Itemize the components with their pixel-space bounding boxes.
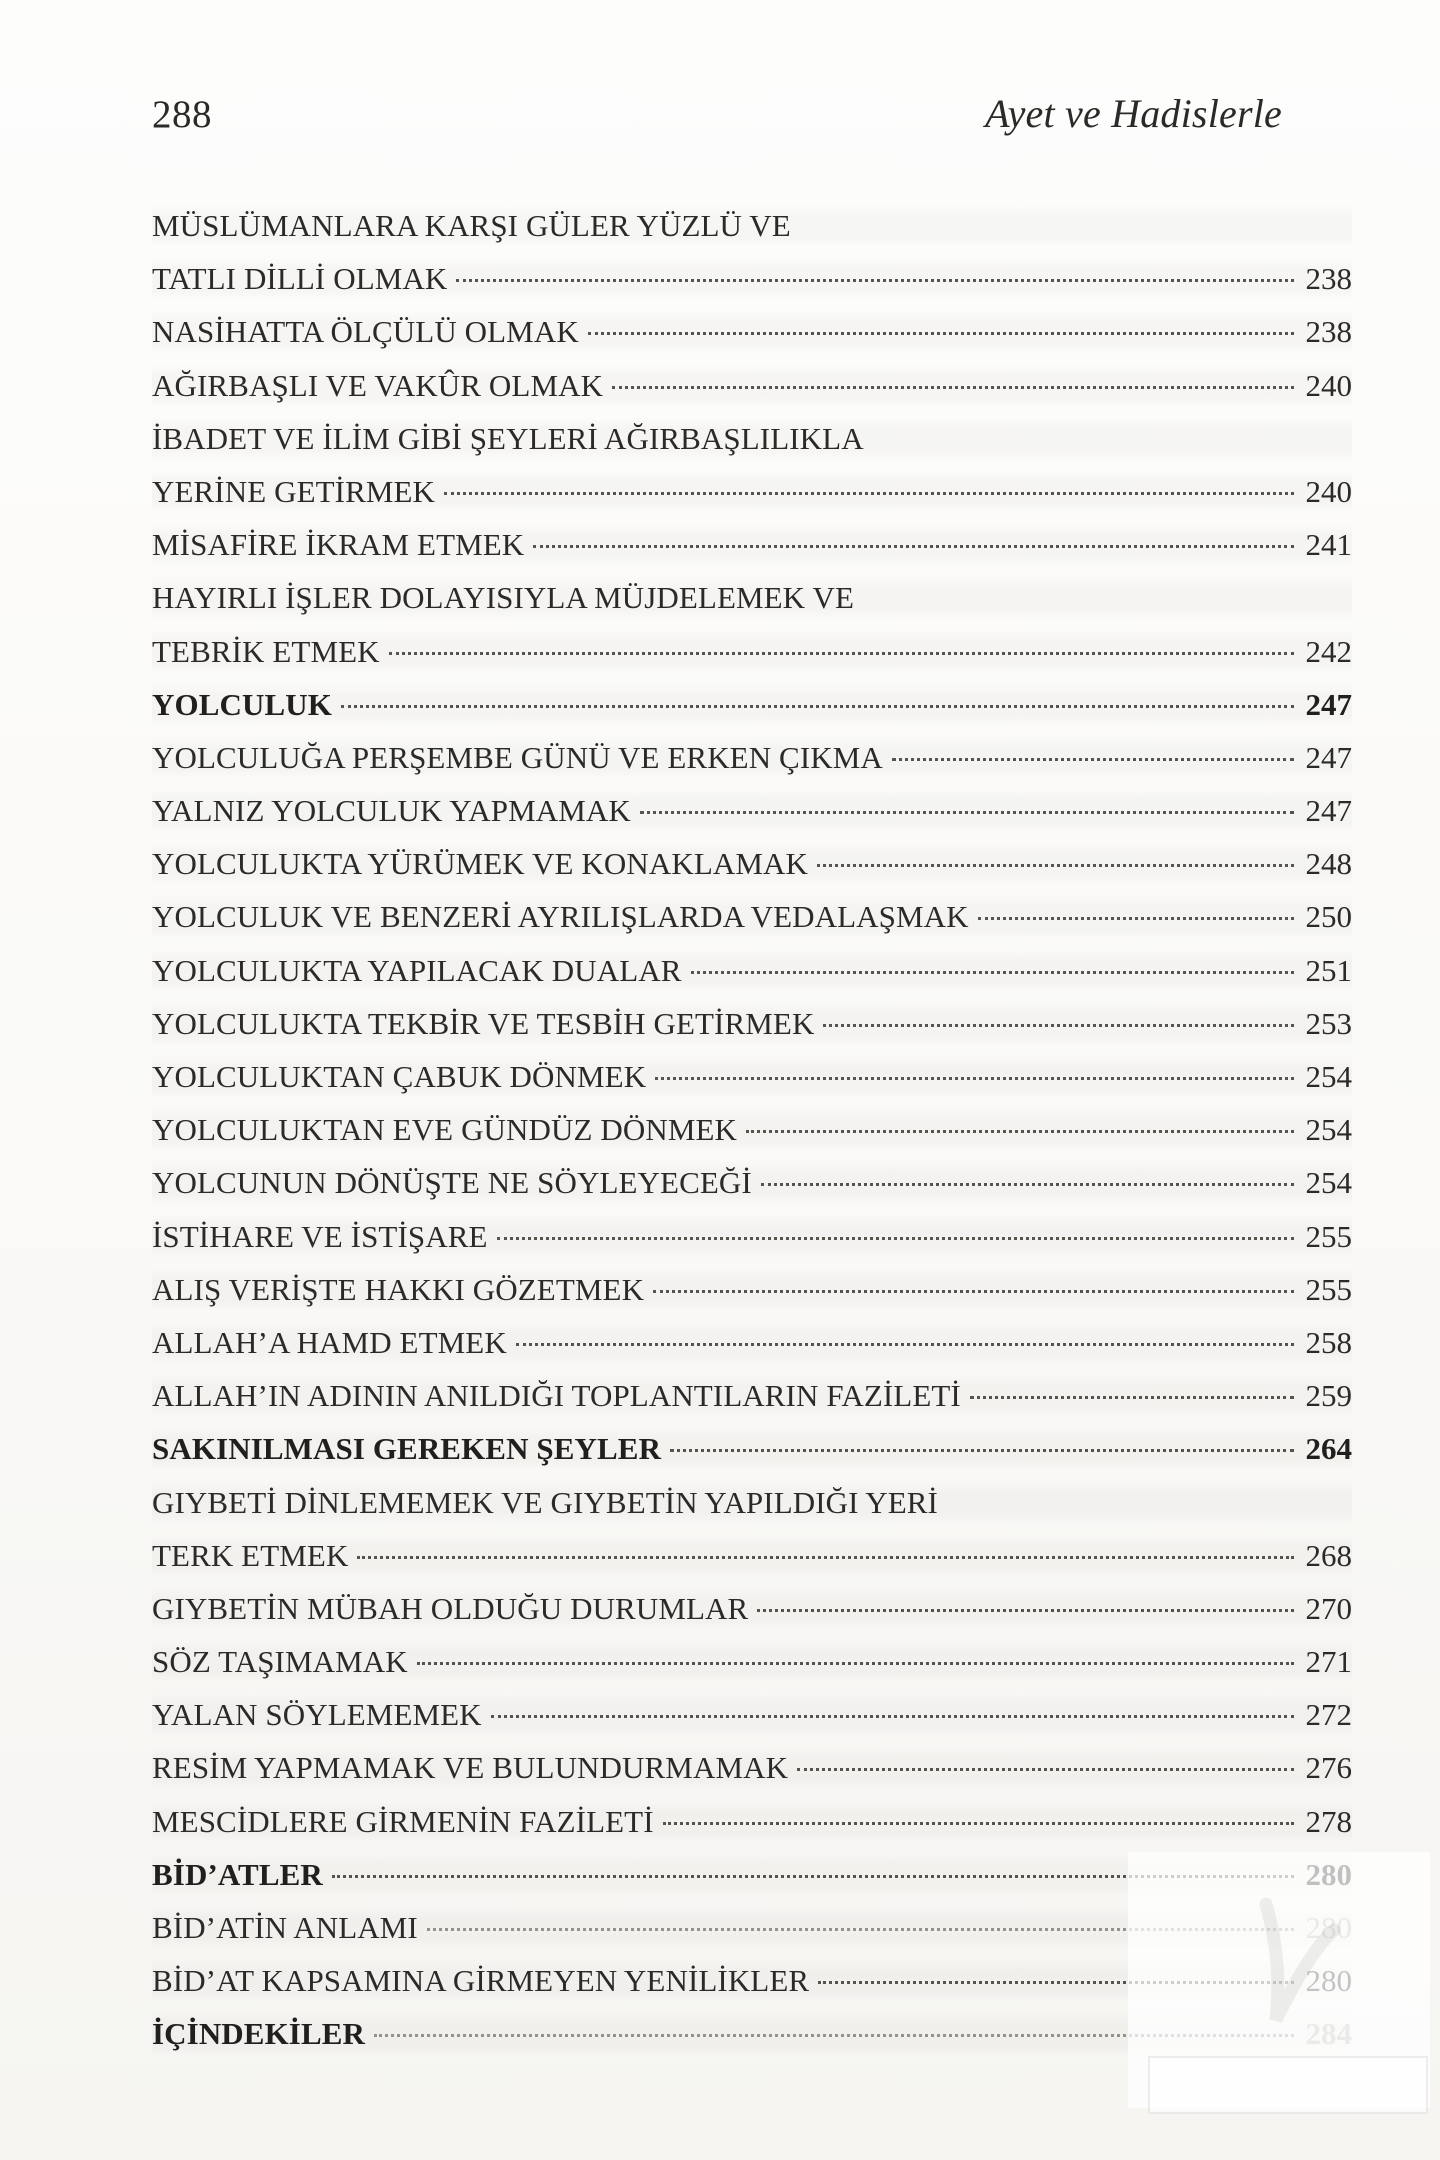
toc-leader-dots bbox=[612, 386, 1293, 389]
toc-entry-title: BİD’AT KAPSAMINA GİRMEYEN YENİLİKLER bbox=[152, 1963, 810, 1999]
toc-entry-title: YOLCULUKTAN EVE GÜNDÜZ DÖNMEK bbox=[152, 1112, 738, 1148]
toc-leader-dots bbox=[444, 492, 1293, 495]
toc-leader-dots bbox=[491, 1715, 1294, 1718]
toc-leader-dots bbox=[746, 1130, 1293, 1133]
folio-page-number: 288 bbox=[152, 93, 212, 136]
toc-leader-dots bbox=[417, 1662, 1294, 1665]
toc-entry-title: RESİM YAPMAMAK VE BULUNDURMAMAK bbox=[152, 1750, 789, 1786]
toc-leader-dots bbox=[357, 1556, 1293, 1559]
toc-row bbox=[152, 571, 1352, 624]
toc-page-number: 238 bbox=[1305, 261, 1352, 297]
toc-entry-title: YOLCULUKTA YAPILACAK DUALAR bbox=[152, 952, 682, 988]
toc-row bbox=[152, 678, 1352, 731]
toc-entry-title: ALLAH’A HAMD ETMEK bbox=[152, 1324, 507, 1360]
toc-page-number: 255 bbox=[1305, 1218, 1352, 1254]
toc-page-number: 272 bbox=[1305, 1697, 1352, 1733]
toc-page-number: 254 bbox=[1305, 1112, 1352, 1148]
toc-leader-dots bbox=[655, 1077, 1293, 1080]
toc-page-number: 247 bbox=[1305, 793, 1352, 829]
running-title: Ayet ve Hadislerle bbox=[985, 91, 1282, 136]
toc-leader-dots bbox=[497, 1237, 1294, 1240]
toc-entry-title: GIYBETİN MÜBAH OLDUĞU DURUMLAR bbox=[152, 1590, 749, 1626]
toc-row bbox=[152, 1156, 1352, 1209]
toc-leader-dots bbox=[663, 1822, 1294, 1825]
toc-page-number: 278 bbox=[1305, 1803, 1352, 1839]
toc-entry-title: AĞIRBAŞLI VE VAKÛR OLMAK bbox=[152, 367, 604, 403]
toc-page-number: 259 bbox=[1305, 1378, 1352, 1414]
toc-entry-title: ALIŞ VERİŞTE HAKKI GÖZETMEK bbox=[152, 1271, 645, 1307]
toc-leader-dots bbox=[640, 811, 1294, 814]
toc-page-number: 264 bbox=[1305, 1431, 1352, 1467]
toc-row bbox=[152, 199, 1352, 252]
watermark-swoosh-icon bbox=[1128, 1852, 1430, 2108]
toc-leader-dots bbox=[691, 971, 1294, 974]
toc-leader-dots bbox=[588, 332, 1294, 335]
toc-page-number: 240 bbox=[1305, 367, 1352, 403]
toc-row bbox=[152, 784, 1352, 837]
toc-page-number: 270 bbox=[1305, 1590, 1352, 1626]
toc-leader-dots bbox=[761, 1183, 1294, 1186]
toc-page-number: 268 bbox=[1305, 1537, 1352, 1573]
toc-entry-title: SÖZ TAŞIMAMAK bbox=[152, 1644, 408, 1680]
toc-page-number: 254 bbox=[1305, 1165, 1352, 1201]
toc-row bbox=[152, 890, 1352, 943]
toc-row bbox=[152, 305, 1352, 358]
toc-row bbox=[152, 1582, 1352, 1635]
toc-row bbox=[152, 944, 1352, 997]
toc-page-number: 251 bbox=[1305, 952, 1352, 988]
toc-row bbox=[152, 1688, 1352, 1741]
toc-leader-dots bbox=[823, 1024, 1293, 1027]
toc-row bbox=[152, 1476, 1352, 1529]
toc-page-number: 271 bbox=[1305, 1644, 1352, 1680]
toc-row bbox=[152, 731, 1352, 784]
toc-row bbox=[152, 1103, 1352, 1156]
toc-page-number: 247 bbox=[1305, 739, 1352, 775]
toc-entry-title: GIYBETİ DİNLEMEMEK VE GIYBETİN YAPILDIĞI YERİ bbox=[152, 1484, 938, 1520]
toc-row bbox=[152, 997, 1352, 1050]
toc-page-number: 250 bbox=[1305, 899, 1352, 935]
toc-leader-dots bbox=[341, 705, 1294, 708]
toc-entry-title: BİD’ATLER bbox=[152, 1856, 323, 1892]
toc-entry-title: YOLCULUKTA YÜRÜMEK VE KONAKLAMAK bbox=[152, 846, 809, 882]
toc-row bbox=[152, 359, 1352, 412]
toc-entry-title: YOLCUNUN DÖNÜŞTE NE SÖYLEYECEĞİ bbox=[152, 1165, 752, 1201]
toc-row bbox=[152, 837, 1352, 890]
toc-list bbox=[152, 199, 1352, 2061]
toc-entry-title: YALNIZ YOLCULUK YAPMAMAK bbox=[152, 793, 631, 829]
toc-page-number: 238 bbox=[1305, 314, 1352, 350]
toc-leader-dots bbox=[389, 652, 1294, 655]
toc-page-number: 248 bbox=[1305, 846, 1352, 882]
toc-row bbox=[152, 1635, 1352, 1688]
toc-entry-title: MİSAFİRE İKRAM ETMEK bbox=[152, 527, 525, 563]
toc-row bbox=[152, 1422, 1352, 1475]
toc-leader-dots bbox=[970, 1396, 1294, 1399]
toc-page-number: 276 bbox=[1305, 1750, 1352, 1786]
toc-page-number: 255 bbox=[1305, 1271, 1352, 1307]
toc-row bbox=[152, 1050, 1352, 1103]
toc-entry-title: MÜSLÜMANLARA KARŞI GÜLER YÜZLÜ VE bbox=[152, 208, 791, 243]
toc-leader-dots bbox=[516, 1343, 1294, 1346]
toc-page-number: 258 bbox=[1305, 1324, 1352, 1360]
toc-page-number: 247 bbox=[1305, 686, 1352, 722]
toc-page-number: 241 bbox=[1305, 527, 1352, 563]
toc-entry-title: TATLI DİLLİ OLMAK bbox=[152, 261, 448, 297]
toc-leader-dots bbox=[533, 545, 1293, 548]
toc-entry-title: MESCİDLERE GİRMENİN FAZİLETİ bbox=[152, 1803, 654, 1839]
toc-entry-title: YERİNE GETİRMEK bbox=[152, 473, 436, 509]
toc-leader-dots bbox=[653, 1290, 1293, 1293]
toc-page-number: 242 bbox=[1305, 633, 1352, 669]
toc-row bbox=[152, 518, 1352, 571]
toc-row bbox=[152, 1795, 1352, 1848]
toc-leader-dots bbox=[757, 1609, 1293, 1612]
toc-page-number: 254 bbox=[1305, 1059, 1352, 1094]
toc-row bbox=[152, 1316, 1352, 1369]
toc-entry-title: NASİHATTA ÖLÇÜLÜ OLMAK bbox=[152, 314, 579, 350]
toc-entry-title: TEBRİK ETMEK bbox=[152, 633, 380, 669]
toc-entry-title: TERK ETMEK bbox=[152, 1537, 349, 1573]
toc-entry-title: YALAN SÖYLEMEMEK bbox=[152, 1697, 482, 1733]
toc-entry-title: YOLCULUKTA TEKBİR VE TESBİH GETİRMEK bbox=[152, 1005, 815, 1041]
toc-row bbox=[152, 412, 1352, 465]
page-header bbox=[0, 0, 1440, 143]
toc-page-number: 240 bbox=[1305, 473, 1352, 509]
toc-entry-title: İSTİHARE VE İSTİŞARE bbox=[152, 1218, 488, 1254]
toc-row bbox=[152, 1529, 1352, 1582]
toc-leader-dots bbox=[670, 1449, 1293, 1452]
toc-row bbox=[152, 1210, 1352, 1263]
toc-leader-dots bbox=[817, 864, 1293, 867]
toc-leader-dots bbox=[456, 279, 1293, 282]
toc-entry-title: ALLAH’IN ADININ ANILDIĞI TOPLANTILARIN FAZİLETİ bbox=[152, 1378, 961, 1414]
toc-entry-title: İÇİNDEKİLER bbox=[152, 2016, 365, 2052]
toc-row bbox=[152, 1369, 1352, 1422]
toc-entry-title: SAKINILMASI GEREKEN ŞEYLER bbox=[152, 1431, 662, 1467]
toc-entry-title: YOLCULUKTAN ÇABUK DÖNMEK bbox=[152, 1059, 647, 1094]
toc-entry-title: HAYIRLI İŞLER DOLAYISIYLA MÜJDELEMEK VE bbox=[152, 580, 854, 616]
toc-entry-title: YOLCULUK bbox=[152, 686, 332, 722]
toc-entry-title: YOLCULUK VE BENZERİ AYRILIŞLARDA VEDALAŞMAK bbox=[152, 899, 969, 935]
toc-entry-title: YOLCULUĞA PERŞEMBE GÜNÜ VE ERKEN ÇIKMA bbox=[152, 739, 883, 775]
toc-leader-dots bbox=[797, 1768, 1293, 1771]
toc-row bbox=[152, 1741, 1352, 1794]
toc-leader-dots bbox=[978, 917, 1294, 920]
toc-page-number: 253 bbox=[1305, 1005, 1352, 1041]
toc-row bbox=[152, 465, 1352, 518]
toc-leader-dots bbox=[892, 758, 1294, 761]
toc-entry-title: İBADET VE İLİM GİBİ ŞEYLERİ AĞIRBAŞLILIKLA bbox=[152, 420, 864, 456]
toc-row bbox=[152, 1263, 1352, 1316]
toc-row bbox=[152, 625, 1352, 678]
toc-row bbox=[152, 252, 1352, 305]
toc-entry-title: BİD’ATİN ANLAMI bbox=[152, 1910, 418, 1945]
